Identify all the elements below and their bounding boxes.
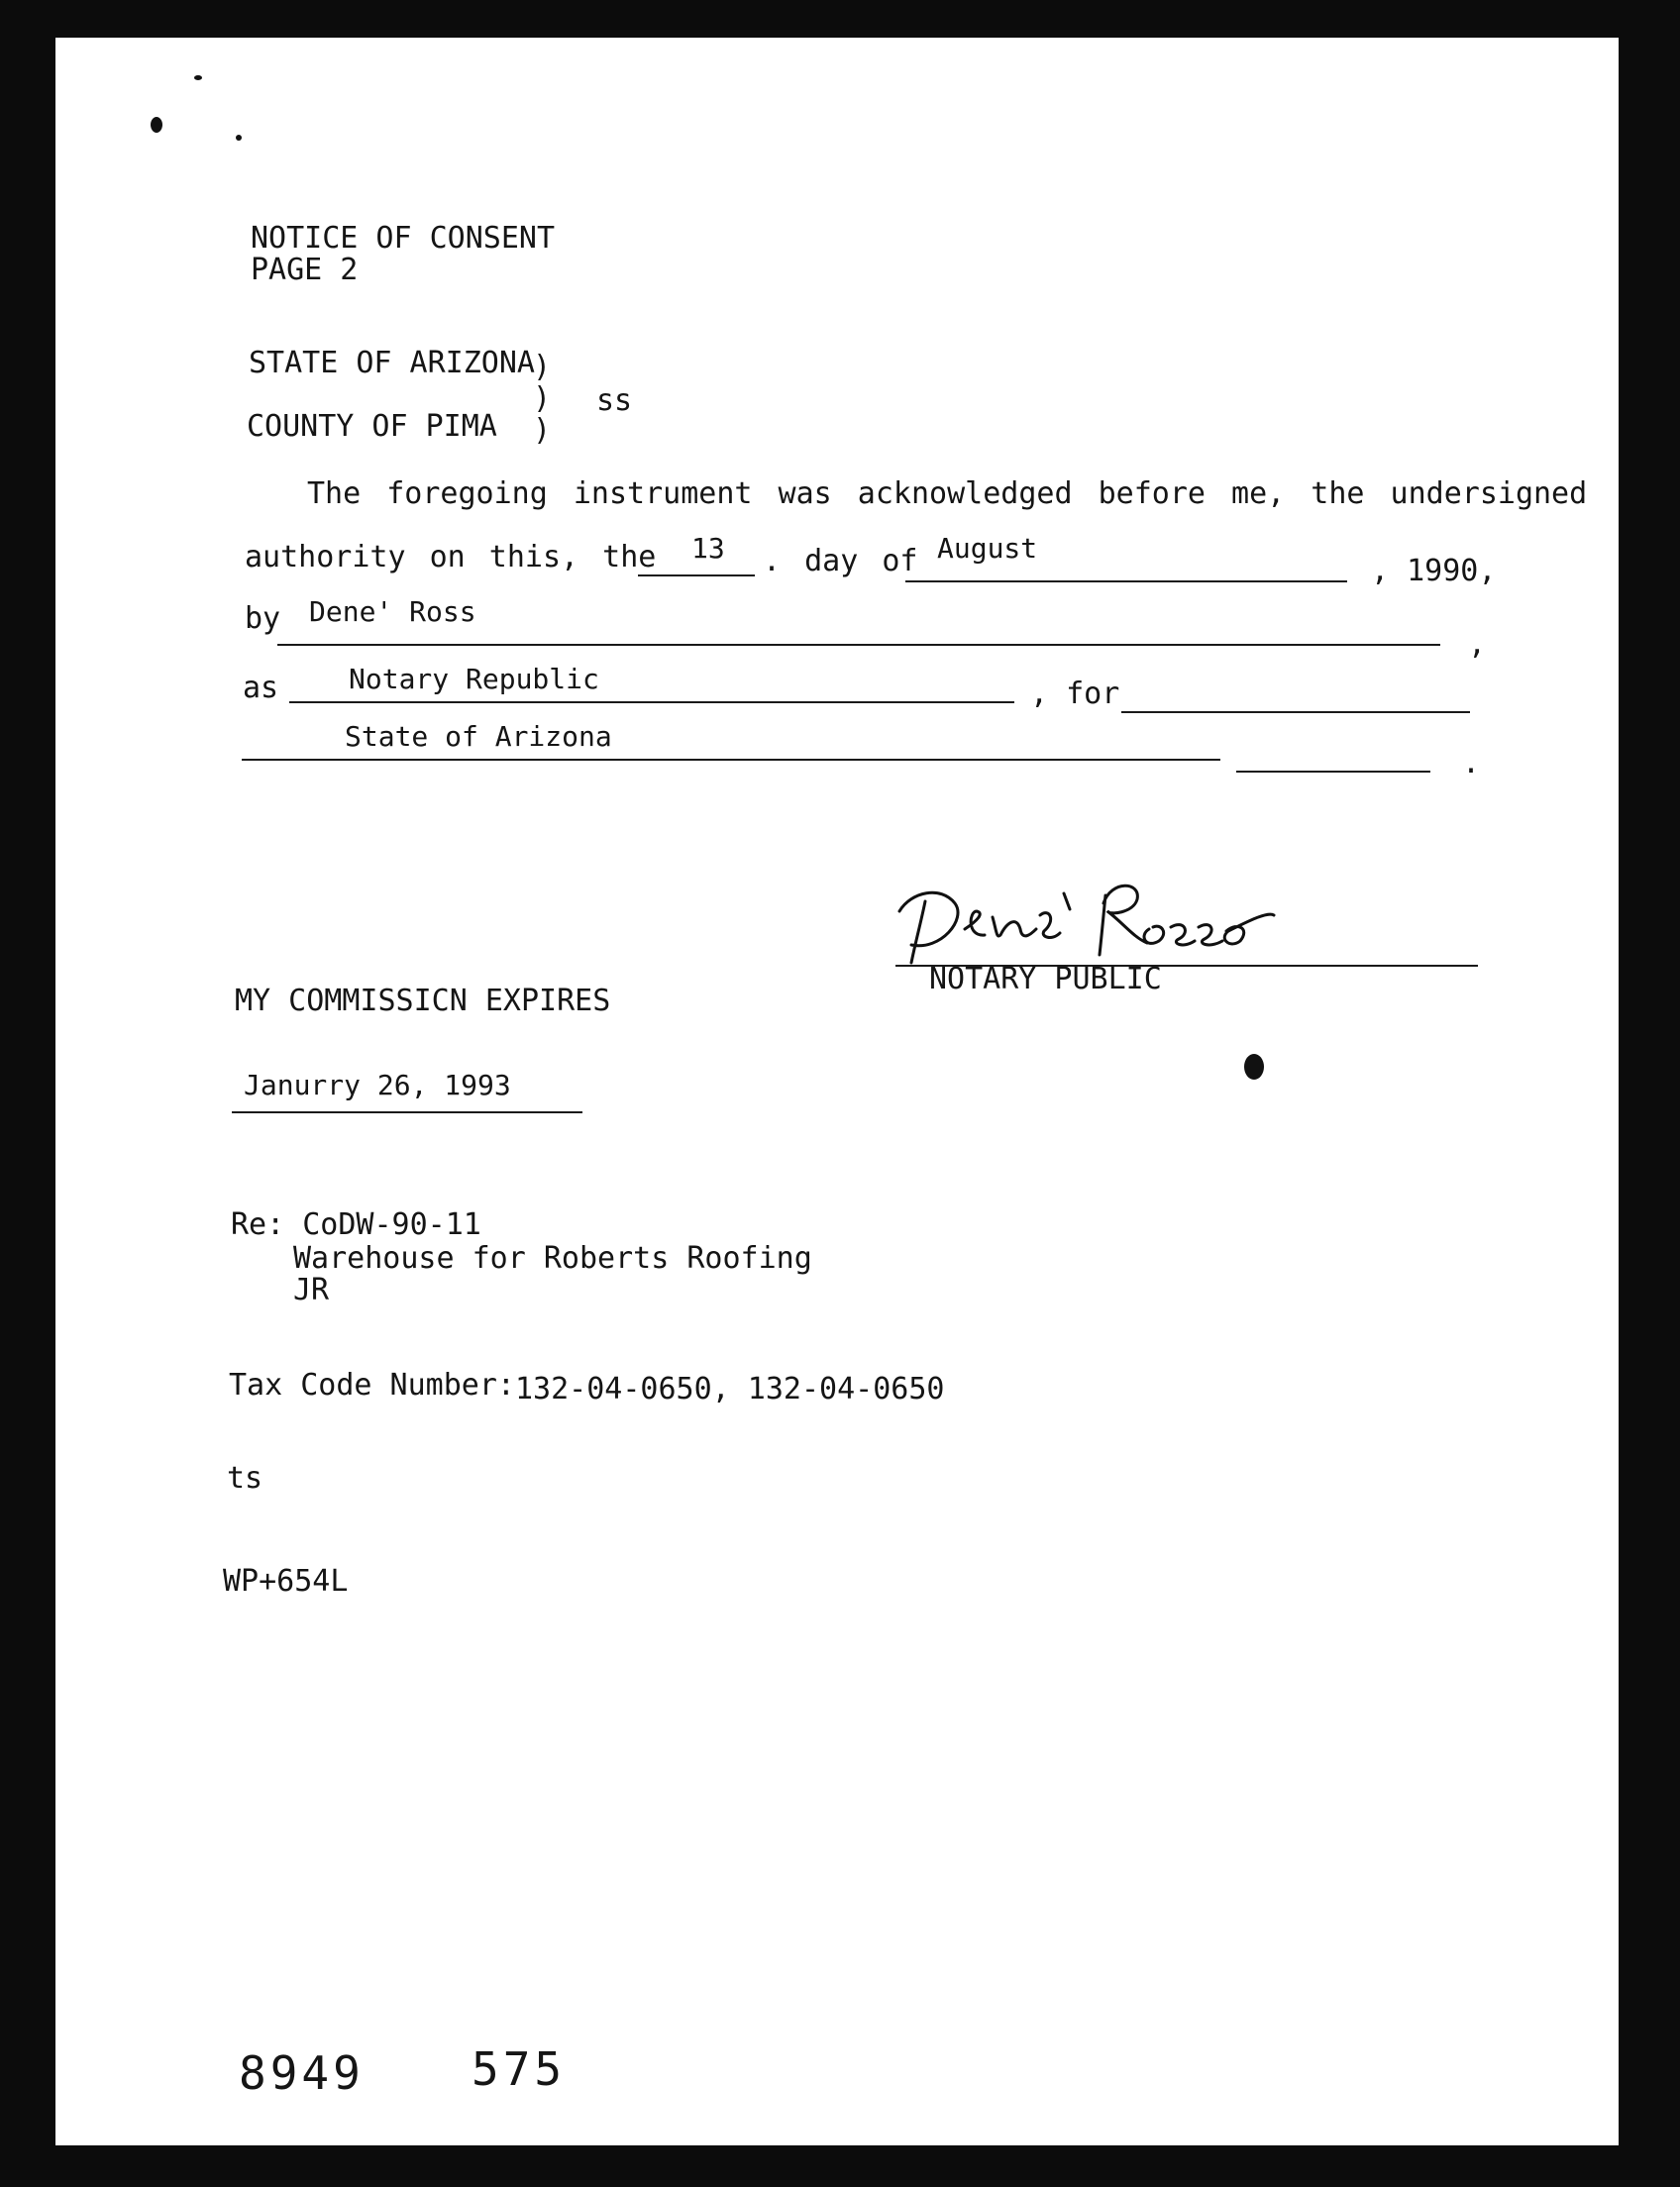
day-underline [638,574,755,576]
by-value: Dene' Ross [309,595,476,628]
ack-line-1: The foregoing instrument was acknowledged before me, the undersigned [307,476,1588,511]
as-value: Notary Republic [349,663,599,695]
scan-speck [194,75,202,80]
doc-number-right: 575 [472,2042,567,2096]
for-underline [1121,711,1470,713]
month-value: August [937,532,1038,565]
document-title: NOTICE OF CONSENT [251,221,556,256]
as-underline [289,701,1014,703]
venue-paren: ) [533,413,552,448]
notary-signature [882,852,1278,971]
ack-day-of: . day of [763,544,918,578]
typist-initials: ts [227,1461,263,1496]
page-label: PAGE 2 [251,253,359,287]
re-line-3: JR [293,1273,330,1307]
scan-speck [1244,1054,1264,1080]
ack-by-comma: , [1468,627,1487,662]
commission-label: MY COMMISSICN EXPIRES [235,984,611,1018]
commission-date: Janurry 26, 1993 [244,1069,511,1101]
tax-code-value: 132-04-0650, 132-04-0650 [515,1372,945,1406]
venue-paren: ) [533,381,552,416]
month-underline [905,580,1347,582]
doc-number-left: 8949 [239,2046,365,2100]
ack-year: , 1990, [1371,554,1497,588]
venue-county: COUNTY OF PIMA [247,409,497,444]
scan-speck [151,117,162,133]
venue-state: STATE OF ARIZONA [249,346,535,380]
re-line-1: Re: CoDW-90-11 [231,1207,481,1242]
venue-ss: ss [596,383,633,418]
day-value: 13 [691,532,725,565]
venue-paren: ) [533,350,552,384]
tax-code-label: Tax Code Number: [229,1368,515,1403]
for-value: State of Arizona [345,720,612,753]
ack-as: as [243,671,279,705]
commission-underline [232,1111,582,1113]
wp-code: WP+654L [223,1564,349,1599]
notary-public-label: NOTARY PUBLIC [929,962,1162,996]
scan-speck [236,135,242,141]
by-underline [277,644,1440,646]
ack-by: by [245,601,281,636]
state-underline [242,759,1220,761]
re-line-2: Warehouse for Roberts Roofing [293,1241,812,1276]
ack-for: , for [1030,677,1120,711]
state-period: . [1462,746,1481,781]
state-underline-2 [1236,771,1430,773]
ack-line-2-prefix: authority on this, the [245,540,657,574]
